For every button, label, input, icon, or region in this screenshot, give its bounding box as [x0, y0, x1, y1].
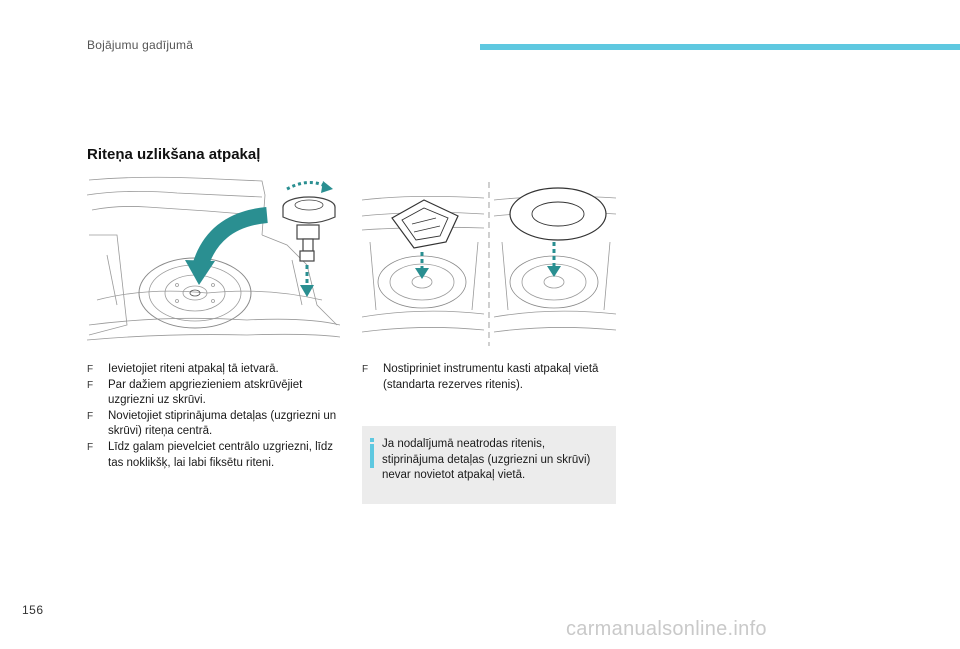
bullet-marker: F [87, 410, 94, 422]
list-item: F Ievietojiet riteni atpakaļ tā ietvarā. [87, 362, 347, 378]
spare-wheel-trunk-illustration [87, 175, 340, 347]
bullet-marker: F [362, 364, 369, 375]
info-icon [370, 438, 374, 468]
list-item: F Par dažiem apgriezieniem atskrūvējiet uzgriezni uz skrūvi. [87, 378, 303, 407]
bullet-marker: F [87, 441, 94, 453]
list-item: F Nostipriniet instrumentu kasti atpakaļ vietā (standarta rezerves ritenis). [362, 363, 599, 391]
bullet-marker: F [87, 364, 94, 375]
list-item: F Līdz galam pievelciet centrālo uzgriezni, līdz tas noklikšķ, lai labi fiksētu riteni. [87, 440, 334, 469]
watermark: carmanualsonline.info [566, 618, 767, 640]
tool-box-and-cover-illustration [362, 182, 616, 346]
section-title: Bojājumu gadījumā [87, 38, 194, 52]
header-accent-bar [480, 44, 960, 50]
right-instruction-list [362, 362, 617, 393]
info-note-text: Ja nodalījumā neatrodas ritenis, stiprinājuma detaļas (uzgriezni un skrūvi) nevar novietot atpakaļ vietā. [382, 438, 591, 482]
info-note-box [362, 426, 616, 504]
page-heading: Riteņa uzlikšana atpakaļ [87, 146, 261, 163]
left-instruction-list [87, 362, 347, 471]
bullet-marker: F [87, 379, 94, 391]
page-number: 156 [22, 603, 44, 617]
list-item: F Novietojiet stiprinājuma detaļas (uzgriezni un skrūvi) riteņa centrā. [87, 409, 337, 438]
